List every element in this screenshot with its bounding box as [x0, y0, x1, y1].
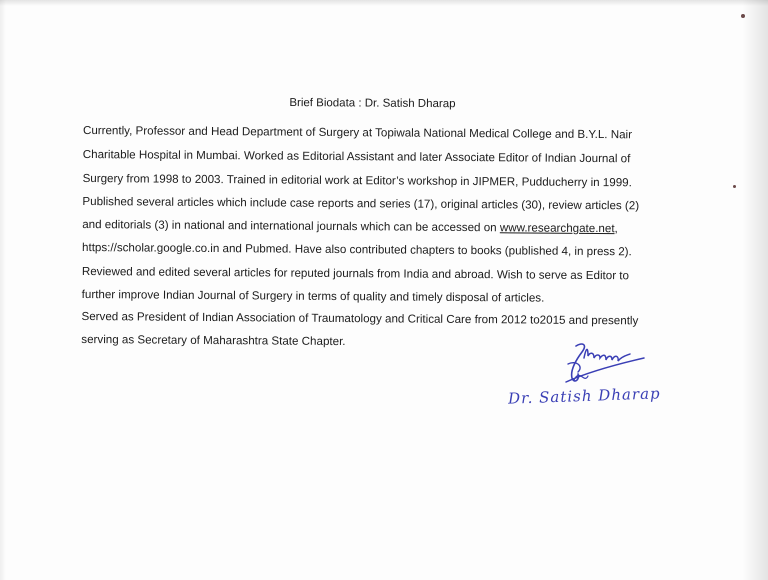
document-title: Brief Biodata : Dr. Satish Dharap	[289, 97, 456, 111]
paper-edge-left	[0, 0, 6, 580]
body-line: Served as President of Indian Association of Traumatology and Critical Care from 2012 to2015 and presently	[81, 309, 639, 328]
body-line: https://scholar.google.co.in and Pubmed. Have also contributed chapters to books (published 4, in press 2).	[82, 240, 632, 259]
handwritten-name: Dr. Satish Dharap	[507, 384, 661, 408]
handwritten-signature-mark	[548, 340, 658, 390]
body-line-punct: ,	[614, 222, 618, 236]
body-line: further improve Indian Journal of Surgery in terms of quality and timely disposal of articles.	[81, 287, 545, 305]
body-line: serving as Secretary of Maharashtra State Chapter.	[81, 332, 346, 349]
body-line-text: and editorials (3) in national and international journals which can be accessed on	[82, 217, 500, 235]
researchgate-link[interactable]: www.researchgate.net	[499, 221, 615, 236]
paper-edge-right	[742, 0, 768, 580]
body-line: Published several articles which include case reports and series (17), original articles (30), review articles (2)	[82, 194, 640, 213]
paper-edge-top	[0, 0, 768, 6]
scan-speck	[733, 185, 736, 188]
body-line: Reviewed and edited several articles for reputed journals from India and abroad. Wish to serve as Editor to	[81, 264, 630, 283]
body-line: Currently, Professor and Head Department of Surgery at Topiwala National Medical College and B.Y.L. Nair	[82, 123, 633, 142]
body-line: Surgery from 1998 to 2003. Trained in editorial work at Editor’s workshop in JIPMER, Pudducherry in 1999.	[82, 171, 632, 190]
body-line-with-link	[82, 218, 618, 236]
body-line: Charitable Hospital in Mumbai. Worked as Editorial Assistant and later Associate Editor of Indian Journal of	[82, 147, 631, 166]
scan-speck	[741, 14, 745, 18]
